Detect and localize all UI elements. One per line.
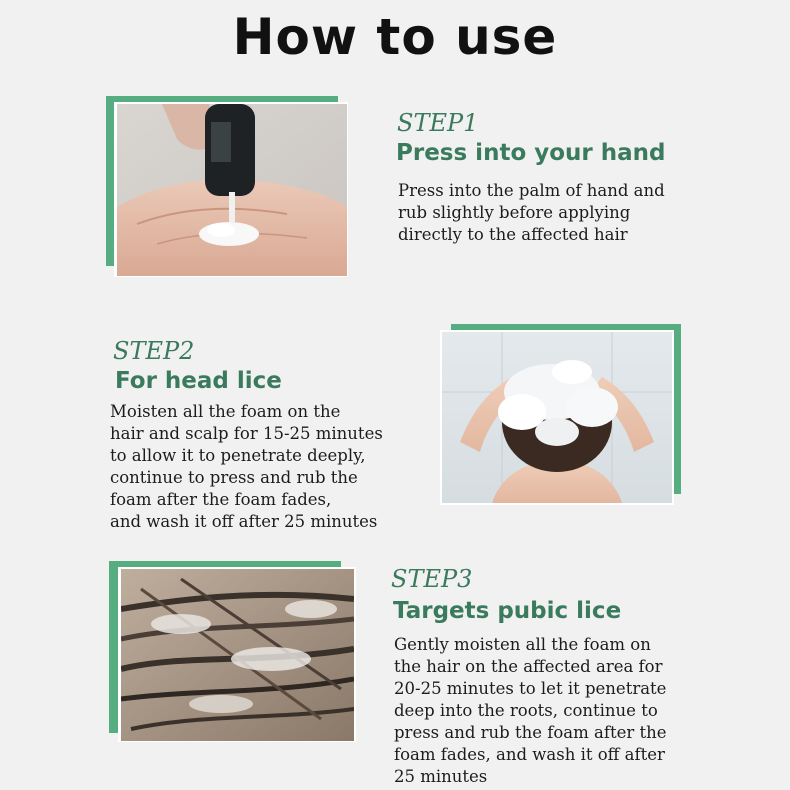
step3-description: Gently moisten all the foam on the hair on the affected area for 20-25 minutes to let it penetrate deep into the roots, continue to press and rub the foam after the foam fades, and wash it off after 25 minutes xyxy=(394,635,667,786)
hair-washing-photo xyxy=(442,332,672,503)
hand-foam-photo xyxy=(117,104,347,276)
page-title: How to use xyxy=(232,8,558,66)
step2-label: STEP2 xyxy=(113,337,195,365)
step1-description: Press into the palm of hand and rub slightly before applying directly to the affected hair xyxy=(398,181,665,244)
step3-heading: Targets pubic lice xyxy=(393,598,622,624)
step2-heading: For head lice xyxy=(115,368,282,394)
foamy-hair-closeup-photo xyxy=(121,569,354,741)
step2-description: Moisten all the foam on the hair and scalp for 15-25 minutes to allow it to penetrate deeply, continue to press and rub the foam after the foam fades, and wash it off after 25 minutes xyxy=(110,402,383,531)
step3-label: STEP3 xyxy=(391,565,473,593)
step1-label: STEP1 xyxy=(397,109,479,137)
step1-heading: Press into your hand xyxy=(396,140,666,166)
